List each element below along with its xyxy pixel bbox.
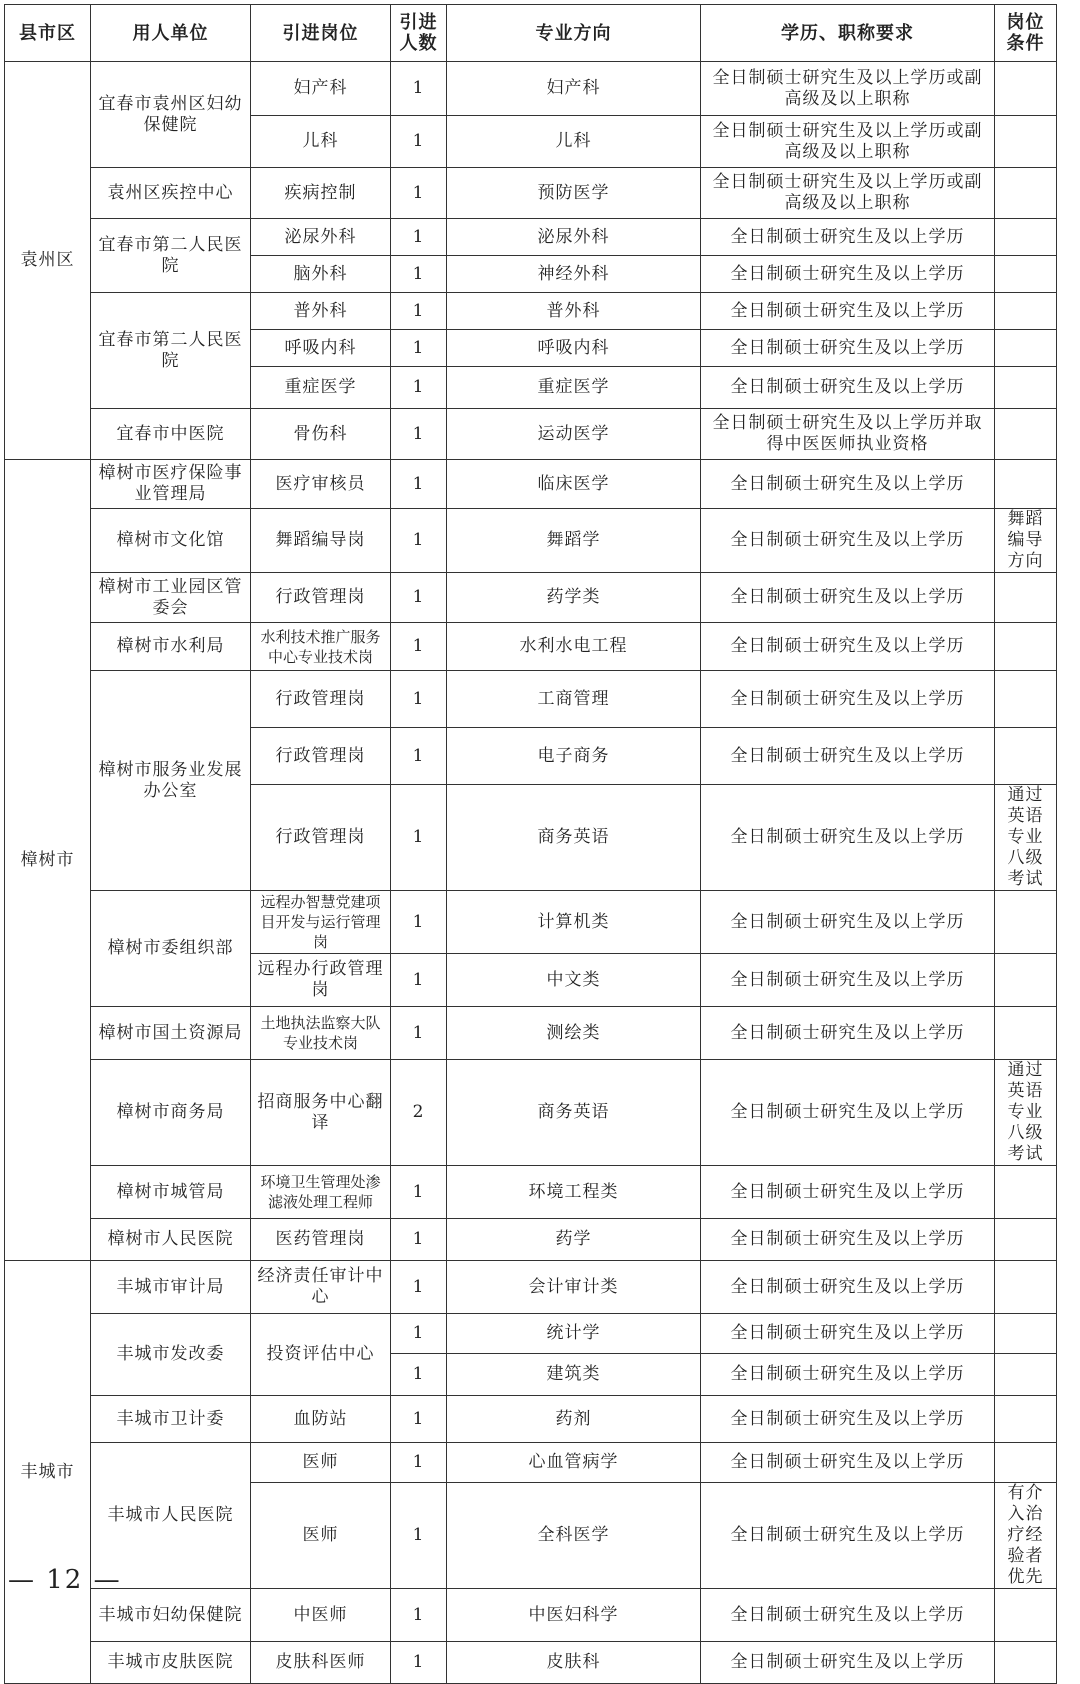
condition-cell <box>995 116 1057 168</box>
post-cell: 中医师 <box>251 1589 391 1642</box>
count-cell: 1 <box>391 1589 447 1642</box>
unit-cell: 樟树市委组织部 <box>91 891 251 1007</box>
table-row <box>5 460 1057 509</box>
education-cell: 全日制硕士研究生及以上学历 <box>701 623 995 671</box>
table-row <box>5 1060 1057 1166</box>
unit-cell: 丰城市皮肤医院 <box>91 1642 251 1684</box>
unit-cell: 樟树市商务局 <box>91 1060 251 1166</box>
major-cell: 药剂 <box>447 1396 701 1443</box>
post-cell: 行政管理岗 <box>251 728 391 785</box>
post-cell: 医师 <box>251 1443 391 1483</box>
major-cell: 建筑类 <box>447 1354 701 1396</box>
count-cell: 1 <box>391 623 447 671</box>
major-cell: 妇产科 <box>447 62 701 116</box>
major-cell: 皮肤科 <box>447 1642 701 1684</box>
condition-cell <box>995 573 1057 623</box>
condition-cell <box>995 891 1057 954</box>
recruitment-table <box>4 4 1057 1684</box>
education-cell: 全日制硕士研究生及以上学历 <box>701 1007 995 1060</box>
unit-cell: 丰城市卫计委 <box>91 1396 251 1443</box>
education-cell: 全日制硕士研究生及以上学历 <box>701 367 995 409</box>
table-row <box>5 623 1057 671</box>
post-cell: 脑外科 <box>251 256 391 293</box>
condition-cell <box>995 293 1057 330</box>
header-count: 引进人数 <box>391 5 447 62</box>
post-cell: 医师 <box>251 1483 391 1589</box>
header-row <box>5 5 1057 62</box>
table-row <box>5 1166 1057 1219</box>
header-major: 专业方向 <box>447 5 701 62</box>
post-cell: 普外科 <box>251 293 391 330</box>
education-cell: 全日制硕士研究生及以上学历 <box>701 1261 995 1314</box>
condition-cell <box>995 1261 1057 1314</box>
count-cell: 1 <box>391 367 447 409</box>
condition-cell <box>995 1007 1057 1060</box>
education-cell: 全日制硕士研究生及以上学历 <box>701 509 995 573</box>
unit-cell: 樟树市文化馆 <box>91 509 251 573</box>
education-cell: 全日制硕士研究生及以上学历 <box>701 671 995 728</box>
post-cell: 招商服务中心翻译 <box>251 1060 391 1166</box>
table-row <box>5 671 1057 728</box>
unit-cell: 樟树市人民医院 <box>91 1219 251 1261</box>
education-cell: 全日制硕士研究生及以上学历 <box>701 219 995 256</box>
table-row <box>5 62 1057 116</box>
education-cell: 全日制硕士研究生及以上学历 <box>701 954 995 1007</box>
education-cell: 全日制硕士研究生及以上学历并取得中医医师执业资格 <box>701 409 995 460</box>
condition-cell <box>995 1314 1057 1354</box>
count-cell: 1 <box>391 1642 447 1684</box>
table-row <box>5 1642 1057 1684</box>
post-cell: 经济责任审计中心 <box>251 1261 391 1314</box>
major-cell: 环境工程类 <box>447 1166 701 1219</box>
count-cell: 1 <box>391 460 447 509</box>
table-row <box>5 573 1057 623</box>
unit-cell: 樟树市医疗保险事业管理局 <box>91 460 251 509</box>
table-row <box>5 1589 1057 1642</box>
condition-cell <box>995 671 1057 728</box>
post-cell: 血防站 <box>251 1396 391 1443</box>
education-cell: 全日制硕士研究生及以上学历 <box>701 1060 995 1166</box>
education-cell: 全日制硕士研究生及以上学历或副高级及以上职称 <box>701 116 995 168</box>
unit-cell: 樟树市城管局 <box>91 1166 251 1219</box>
post-cell: 远程办行政管理岗 <box>251 954 391 1007</box>
table-row <box>5 409 1057 460</box>
table-row <box>5 219 1057 256</box>
unit-cell: 宜春市第二人民医院 <box>91 219 251 293</box>
condition-cell <box>995 1354 1057 1396</box>
education-cell: 全日制硕士研究生及以上学历 <box>701 293 995 330</box>
post-cell: 医药管理岗 <box>251 1219 391 1261</box>
major-cell: 普外科 <box>447 293 701 330</box>
post-cell: 投资评估中心 <box>251 1314 391 1396</box>
major-cell: 重症医学 <box>447 367 701 409</box>
count-cell: 1 <box>391 256 447 293</box>
count-cell: 1 <box>391 509 447 573</box>
count-cell: 1 <box>391 219 447 256</box>
education-cell: 全日制硕士研究生及以上学历 <box>701 460 995 509</box>
table-row <box>5 1396 1057 1443</box>
post-cell: 医疗审核员 <box>251 460 391 509</box>
count-cell: 1 <box>391 785 447 891</box>
count-cell: 1 <box>391 116 447 168</box>
major-cell: 测绘类 <box>447 1007 701 1060</box>
post-cell: 重症医学 <box>251 367 391 409</box>
unit-cell: 宜春市中医院 <box>91 409 251 460</box>
condition-cell <box>995 409 1057 460</box>
major-cell: 临床医学 <box>447 460 701 509</box>
post-cell: 儿科 <box>251 116 391 168</box>
table-row <box>5 891 1057 954</box>
major-cell: 会计审计类 <box>447 1261 701 1314</box>
education-cell: 全日制硕士研究生及以上学历 <box>701 1219 995 1261</box>
condition-cell: 通过英语专业八级考试 <box>995 1060 1057 1166</box>
unit-cell: 袁州区疾控中心 <box>91 168 251 219</box>
count-cell: 1 <box>391 1314 447 1354</box>
major-cell: 泌尿外科 <box>447 219 701 256</box>
post-cell: 行政管理岗 <box>251 573 391 623</box>
major-cell: 心血管病学 <box>447 1443 701 1483</box>
count-cell: 1 <box>391 409 447 460</box>
count-cell: 1 <box>391 573 447 623</box>
unit-cell: 丰城市发改委 <box>91 1314 251 1396</box>
education-cell: 全日制硕士研究生及以上学历 <box>701 1314 995 1354</box>
table-row <box>5 509 1057 573</box>
unit-cell: 樟树市工业园区管委会 <box>91 573 251 623</box>
education-cell: 全日制硕士研究生及以上学历 <box>701 1589 995 1642</box>
unit-cell: 丰城市人民医院 <box>91 1443 251 1589</box>
major-cell: 中医妇科学 <box>447 1589 701 1642</box>
condition-cell: 通过英语专业八级考试 <box>995 785 1057 891</box>
unit-cell: 樟树市服务业发展办公室 <box>91 671 251 891</box>
post-cell: 远程办智慧党建项目开发与运行管理岗 <box>251 891 391 954</box>
district-cell: 樟树市 <box>5 460 91 1261</box>
condition-cell <box>995 1219 1057 1261</box>
major-cell: 儿科 <box>447 116 701 168</box>
major-cell: 水利水电工程 <box>447 623 701 671</box>
condition-cell <box>995 954 1057 1007</box>
post-cell: 皮肤科医师 <box>251 1642 391 1684</box>
major-cell: 神经外科 <box>447 256 701 293</box>
major-cell: 电子商务 <box>447 728 701 785</box>
post-cell: 行政管理岗 <box>251 785 391 891</box>
education-cell: 全日制硕士研究生及以上学历 <box>701 256 995 293</box>
major-cell: 舞蹈学 <box>447 509 701 573</box>
major-cell: 工商管理 <box>447 671 701 728</box>
count-cell: 2 <box>391 1060 447 1166</box>
condition-cell <box>995 1396 1057 1443</box>
condition-cell <box>995 1589 1057 1642</box>
major-cell: 运动医学 <box>447 409 701 460</box>
education-cell: 全日制硕士研究生及以上学历 <box>701 728 995 785</box>
education-cell: 全日制硕士研究生及以上学历 <box>701 573 995 623</box>
major-cell: 药学类 <box>447 573 701 623</box>
count-cell: 1 <box>391 330 447 367</box>
unit-cell: 樟树市水利局 <box>91 623 251 671</box>
post-cell: 水利技术推广服务中心专业技术岗 <box>251 623 391 671</box>
major-cell: 计算机类 <box>447 891 701 954</box>
count-cell: 1 <box>391 1483 447 1589</box>
count-cell: 1 <box>391 1354 447 1396</box>
post-cell: 土地执法监察大队专业技术岗 <box>251 1007 391 1060</box>
table-row <box>5 1007 1057 1060</box>
major-cell: 药学 <box>447 1219 701 1261</box>
major-cell: 呼吸内科 <box>447 330 701 367</box>
post-cell: 疾病控制 <box>251 168 391 219</box>
major-cell: 中文类 <box>447 954 701 1007</box>
count-cell: 1 <box>391 1007 447 1060</box>
header-post: 引进岗位 <box>251 5 391 62</box>
count-cell: 1 <box>391 293 447 330</box>
count-cell: 1 <box>391 1443 447 1483</box>
post-cell: 骨伤科 <box>251 409 391 460</box>
post-cell: 妇产科 <box>251 62 391 116</box>
count-cell: 1 <box>391 671 447 728</box>
count-cell: 1 <box>391 1261 447 1314</box>
district-cell: 丰城市 <box>5 1261 91 1684</box>
count-cell: 1 <box>391 1396 447 1443</box>
unit-cell: 宜春市袁州区妇幼保健院 <box>91 62 251 168</box>
count-cell: 1 <box>391 954 447 1007</box>
table-row <box>5 1443 1057 1483</box>
education-cell: 全日制硕士研究生及以上学历或副高级及以上职称 <box>701 62 995 116</box>
education-cell: 全日制硕士研究生及以上学历 <box>701 891 995 954</box>
condition-cell: 有介入治疗经验者优先 <box>995 1483 1057 1589</box>
condition-cell <box>995 62 1057 116</box>
header-education: 学历、职称要求 <box>701 5 995 62</box>
major-cell: 商务英语 <box>447 1060 701 1166</box>
condition-cell <box>995 728 1057 785</box>
education-cell: 全日制硕士研究生及以上学历 <box>701 1166 995 1219</box>
education-cell: 全日制硕士研究生及以上学历 <box>701 1396 995 1443</box>
condition-cell <box>995 256 1057 293</box>
major-cell: 全科医学 <box>447 1483 701 1589</box>
table-row <box>5 293 1057 330</box>
post-cell: 环境卫生管理处渗滤液处理工程师 <box>251 1166 391 1219</box>
header-conditions: 岗位条件 <box>995 5 1057 62</box>
education-cell: 全日制硕士研究生及以上学历或副高级及以上职称 <box>701 168 995 219</box>
condition-cell <box>995 1642 1057 1684</box>
table-row <box>5 1261 1057 1314</box>
count-cell: 1 <box>391 1219 447 1261</box>
header-district: 县市区 <box>5 5 91 62</box>
education-cell: 全日制硕士研究生及以上学历 <box>701 785 995 891</box>
condition-cell: 舞蹈编导方向 <box>995 509 1057 573</box>
unit-cell: 宜春市第二人民医院 <box>91 293 251 409</box>
unit-cell: 丰城市妇幼保健院 <box>91 1589 251 1642</box>
condition-cell <box>995 460 1057 509</box>
post-cell: 舞蹈编导岗 <box>251 509 391 573</box>
major-cell: 预防医学 <box>447 168 701 219</box>
header-unit: 用人单位 <box>91 5 251 62</box>
count-cell: 1 <box>391 891 447 954</box>
condition-cell <box>995 330 1057 367</box>
table-row <box>5 1219 1057 1261</box>
page-number: — 12 — <box>8 1565 122 1595</box>
post-cell: 行政管理岗 <box>251 671 391 728</box>
condition-cell <box>995 168 1057 219</box>
condition-cell <box>995 1166 1057 1219</box>
post-cell: 泌尿外科 <box>251 219 391 256</box>
unit-cell: 丰城市审计局 <box>91 1261 251 1314</box>
education-cell: 全日制硕士研究生及以上学历 <box>701 1642 995 1684</box>
table-row <box>5 168 1057 219</box>
condition-cell <box>995 623 1057 671</box>
count-cell: 1 <box>391 168 447 219</box>
major-cell: 统计学 <box>447 1314 701 1354</box>
unit-cell: 樟树市国土资源局 <box>91 1007 251 1060</box>
condition-cell <box>995 367 1057 409</box>
major-cell: 商务英语 <box>447 785 701 891</box>
count-cell: 1 <box>391 728 447 785</box>
education-cell: 全日制硕士研究生及以上学历 <box>701 330 995 367</box>
count-cell: 1 <box>391 1166 447 1219</box>
post-cell: 呼吸内科 <box>251 330 391 367</box>
condition-cell <box>995 219 1057 256</box>
education-cell: 全日制硕士研究生及以上学历 <box>701 1483 995 1589</box>
table-row <box>5 1314 1057 1354</box>
count-cell: 1 <box>391 62 447 116</box>
district-cell: 袁州区 <box>5 62 91 460</box>
education-cell: 全日制硕士研究生及以上学历 <box>701 1443 995 1483</box>
condition-cell <box>995 1443 1057 1483</box>
education-cell: 全日制硕士研究生及以上学历 <box>701 1354 995 1396</box>
